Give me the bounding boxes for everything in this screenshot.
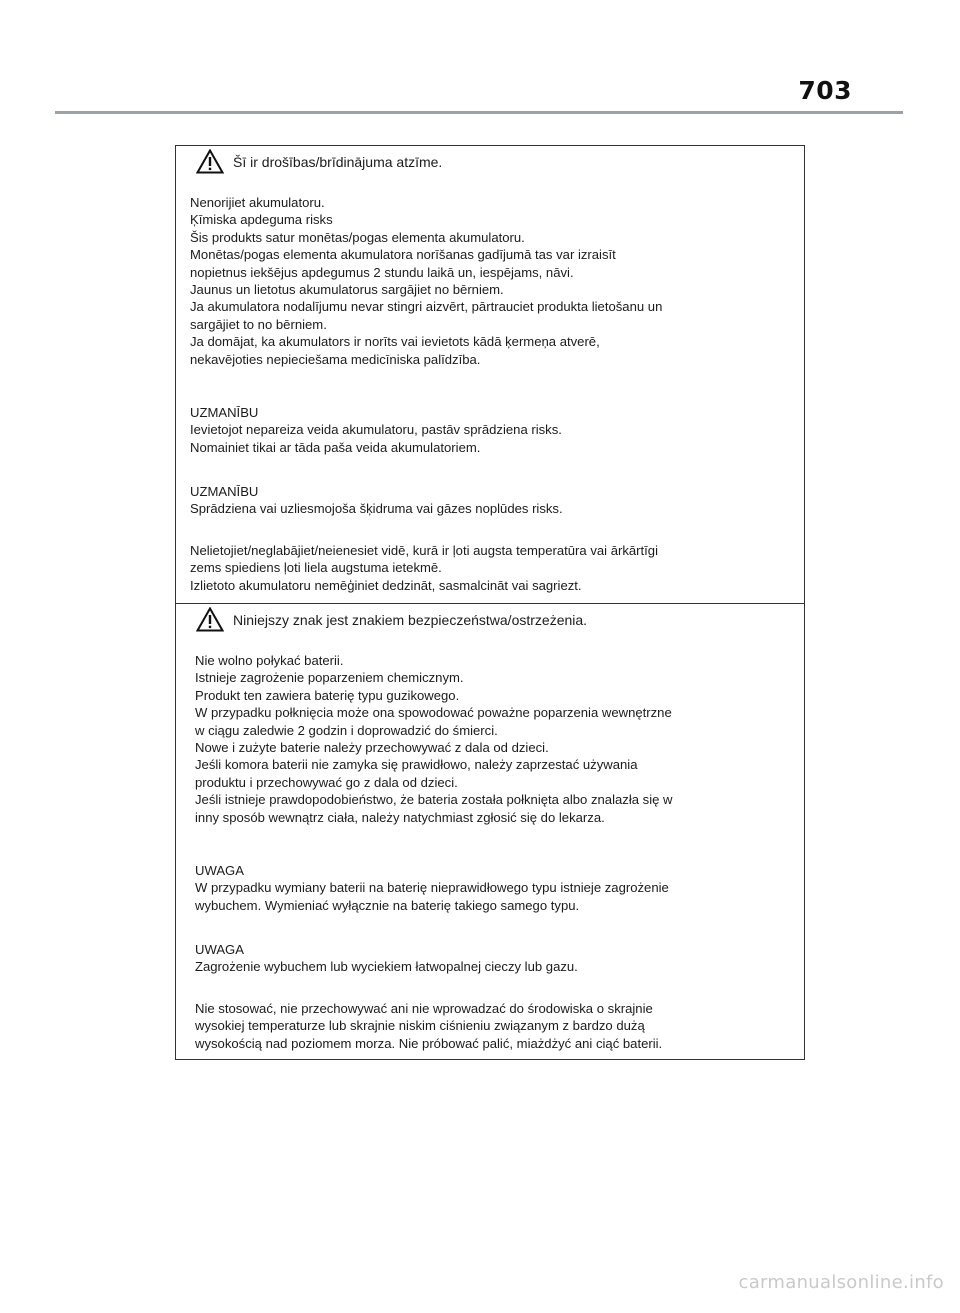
paragraph-battery-swallow-warning [195,652,672,826]
text-line: Jeśli istnieje prawdopodobieństwo, że bateria została połknięta albo znalazła się w [195,792,673,808]
text-line: Jaunus un lietotus akumulatorus sargājiet no bērniem. [190,282,504,298]
text-line: Monētas/pogas elementa akumulatora norīšanas gadījumā tas var izraisīt [190,247,616,263]
text-line: Nenorijiet akumulatoru. [190,195,325,210]
text-line: Nelietojiet/neglabājiet/neienesiet vidē, kurā ir ļoti augsta temperatūra vai ārkārtīgi [190,543,658,558]
text-line: Ķīmiska apdeguma risks [190,212,333,228]
paragraph-caution-explosion [190,483,563,518]
paragraph-environment-warning [195,1000,662,1052]
text-line: nekavējoties nepieciešama medicīniska palīdzība. [190,351,481,367]
text-line: Šis produkts satur monētas/pogas elementa akumulatoru. [190,229,525,245]
text-line: wysokością nad poziomem morza. Nie próbować palić, miażdżyć ani ciąć baterii. [195,1035,663,1051]
paragraph-caution-battery-type [190,404,562,456]
warning-triangle-icon [196,607,224,632]
caution-label: UWAGA [195,863,244,878]
text-line: Nie wolno połykać baterii. [195,653,344,668]
page-number: 703 [798,76,852,105]
paragraph-caution-explosion [195,941,578,976]
caution-label: UWAGA [195,942,244,957]
text-line: Produkt ten zawiera baterię typu guzikowego. [195,687,460,703]
text-line: wysokiej temperaturze lub skrajnie niskim ciśnieniu związanym z bardzo dużą [195,1018,645,1034]
watermark: carmanualsonline.info [738,1272,944,1293]
text-line: Ja domājat, ka akumulators ir norīts vai ievietots kādā ķermeņa atverē, [190,334,600,350]
warning-section-latvian [176,146,804,601]
text-line: wybuchem. Wymieniać wyłącznie na baterię takiego samego typu. [195,897,580,913]
caution-label: UZMANĪBU [190,405,259,420]
warning-heading: Šī ir drošības/brīdinājuma atzīme. [233,153,443,170]
header-divider [55,111,903,114]
paragraph-battery-swallow-warning [190,194,662,368]
paragraph-caution-battery-type [195,862,669,914]
warning-heading: Niniejszy znak jest znakiem bezpieczeństwa/ostrzeżenia. [233,611,588,628]
text-line: Nie stosować, nie przechowywać ani nie wprowadzać do środowiska o skrajnie [195,1001,653,1016]
text-line: zems spiediens ļoti liela augstuma ietekmē. [190,560,442,576]
text-line: w ciągu zaledwie 2 godzin i doprowadzić do śmierci. [195,722,498,738]
text-line: W przypadku wymiany baterii na baterię nieprawidłowego typu istnieje zagrożenie [195,880,669,896]
text-line: Jeśli komora baterii nie zamyka się prawidłowo, należy zaprzestać używania [195,757,638,773]
text-line: Ievietojot nepareiza veida akumulatoru, pastāv sprādziena risks. [190,422,562,438]
warning-heading-row [196,149,442,174]
text-line: Istnieje zagrożenie poparzeniem chemicznym. [195,670,464,686]
text-line: Sprādziena vai uzliesmojoša šķidruma vai gāzes noplūdes risks. [190,501,563,517]
text-line: produktu i przechowywać go z dala od dzieci. [195,774,458,790]
paragraph-environment-warning [190,542,658,594]
battery-warning-box [175,145,805,1060]
warning-triangle-icon [196,149,224,174]
text-line: Izlietoto akumulatoru nemēģiniet dedzināt, sasmalcināt vai sagriezt. [190,577,582,593]
text-line: Zagrożenie wybuchem lub wyciekiem łatwopalnej cieczy lub gazu. [195,959,578,975]
warning-section-polish [176,603,804,1059]
text-line: Nowe i zużyte baterie należy przechowywać z dala od dzieci. [195,740,549,756]
text-line: W przypadku połknięcia może ona spowodować poważne poparzenia wewnętrzne [195,705,672,721]
text-line: nopietnus iekšējus apdegumus 2 stundu laikā un, iespējams, nāvi. [190,264,574,280]
text-line: sargājiet to no bērniem. [190,316,327,332]
warning-heading-row [196,607,587,632]
caution-label: UZMANĪBU [190,484,259,499]
text-line: Ja akumulatora nodalījumu nevar stingri aizvērt, pārtrauciet produkta lietošanu un [190,299,663,315]
text-line: Nomainiet tikai ar tāda paša veida akumulatoriem. [190,439,481,455]
text-line: inny sposób wewnątrz ciała, należy natychmiast zgłosić się do lekarza. [195,809,605,825]
